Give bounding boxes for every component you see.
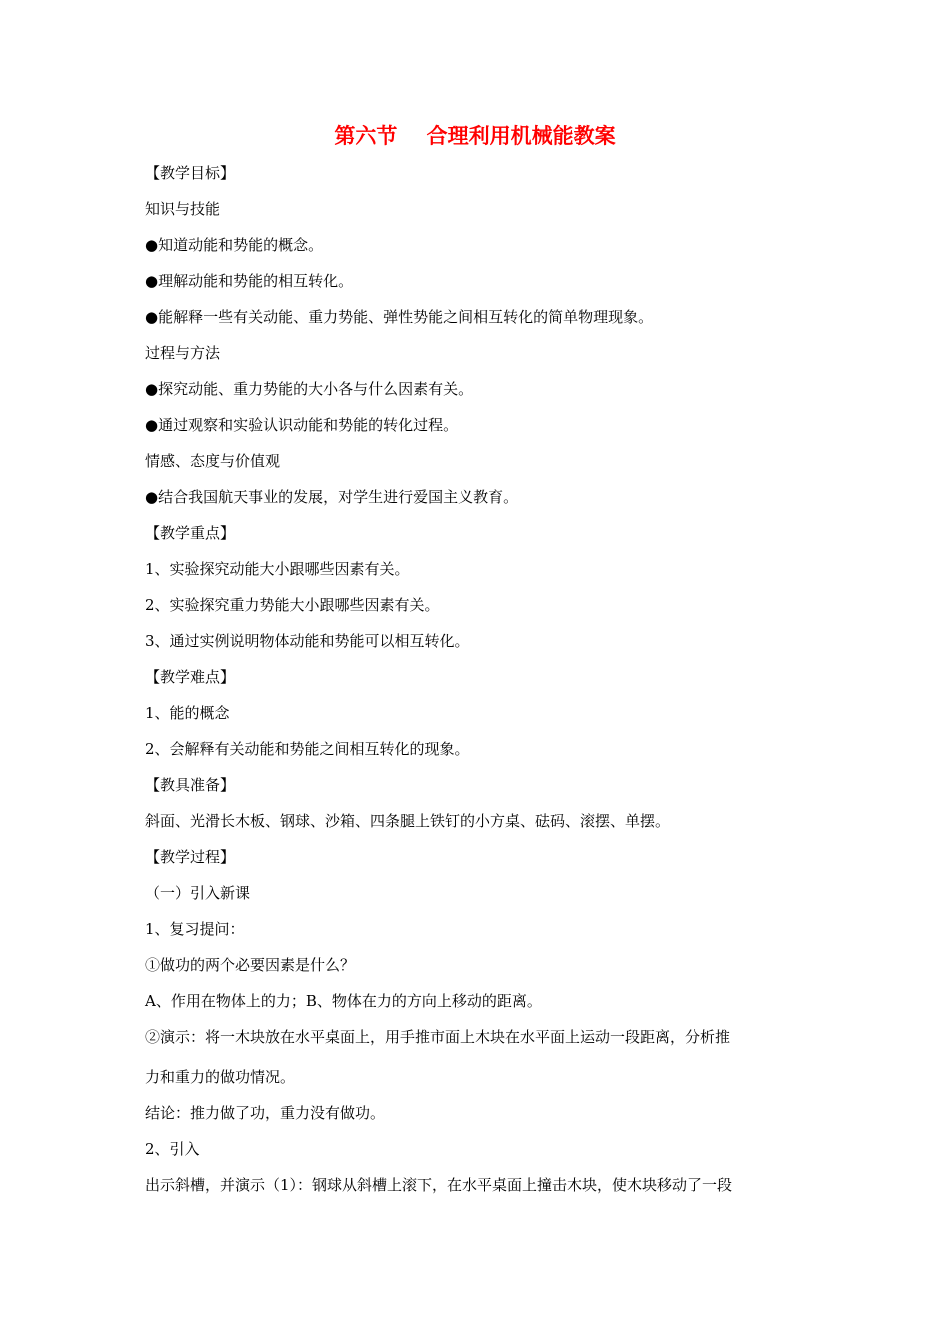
document-title: 第六节 合理利用机械能教案: [334, 124, 616, 148]
numbered-item: 1、能的概念: [145, 704, 230, 722]
bullet-item: ●通过观察和实验认识动能和势能的转化过程。: [145, 416, 459, 434]
paragraph-text: 斜面、光滑长木板、钢球、沙箱、四条腿上铁钉的小方桌、砝码、滚摆、单摆。: [145, 812, 671, 830]
section-heading-materials: 【教具准备】: [145, 776, 236, 794]
paragraph-text: 出示斜槽，并演示（1）：钢球从斜槽上滚下，在水平桌面上撞击木块，使木块移动了一段: [145, 1176, 733, 1194]
demonstration-text-continued: 力和重力的做功情况。: [145, 1068, 296, 1086]
section-heading-key-points: 【教学重点】: [145, 524, 236, 542]
answer-text: A、作用在物体上的力；B、物体在力的方向上移动的距离。: [145, 992, 542, 1010]
bullet-item: ●探究动能、重力势能的大小各与什么因素有关。: [145, 380, 474, 398]
section-heading-objectives: 【教学目标】: [145, 164, 236, 182]
subheading-process-method: 过程与方法: [145, 344, 221, 362]
numbered-item: 2、实验探究重力势能大小跟哪些因素有关。: [145, 596, 440, 614]
bullet-item: ●理解动能和势能的相互转化。: [145, 272, 354, 290]
bullet-item: ●知道动能和势能的概念。: [145, 236, 324, 254]
conclusion-text: 结论：推力做了功，重力没有做功。: [145, 1104, 386, 1122]
section-heading-process: 【教学过程】: [145, 848, 236, 866]
numbered-item: 2、会解释有关动能和势能之间相互转化的现象。: [145, 740, 470, 758]
subsection-heading: （一）引入新课: [145, 884, 251, 902]
question-item: ①做功的两个必要因素是什么？: [145, 956, 356, 974]
numbered-item: 2、引入: [145, 1140, 200, 1158]
subheading-knowledge-skills: 知识与技能: [145, 200, 221, 218]
numbered-item: 1、复习提问：: [145, 920, 245, 938]
numbered-item: 1、实验探究动能大小跟哪些因素有关。: [145, 560, 410, 578]
demonstration-text: ②演示：将一木块放在水平桌面上，用手推市面上木块在水平面上运动一段距离，分析推: [145, 1028, 731, 1046]
numbered-item: 3、通过实例说明物体动能和势能可以相互转化。: [145, 632, 470, 650]
section-heading-difficulties: 【教学难点】: [145, 668, 236, 686]
bullet-item: ●能解释一些有关动能、重力势能、弹性势能之间相互转化的简单物理现象。: [145, 308, 654, 326]
bullet-item: ●结合我国航天事业的发展，对学生进行爱国主义教育。: [145, 488, 519, 506]
subheading-emotion-values: 情感、态度与价值观: [145, 452, 281, 470]
